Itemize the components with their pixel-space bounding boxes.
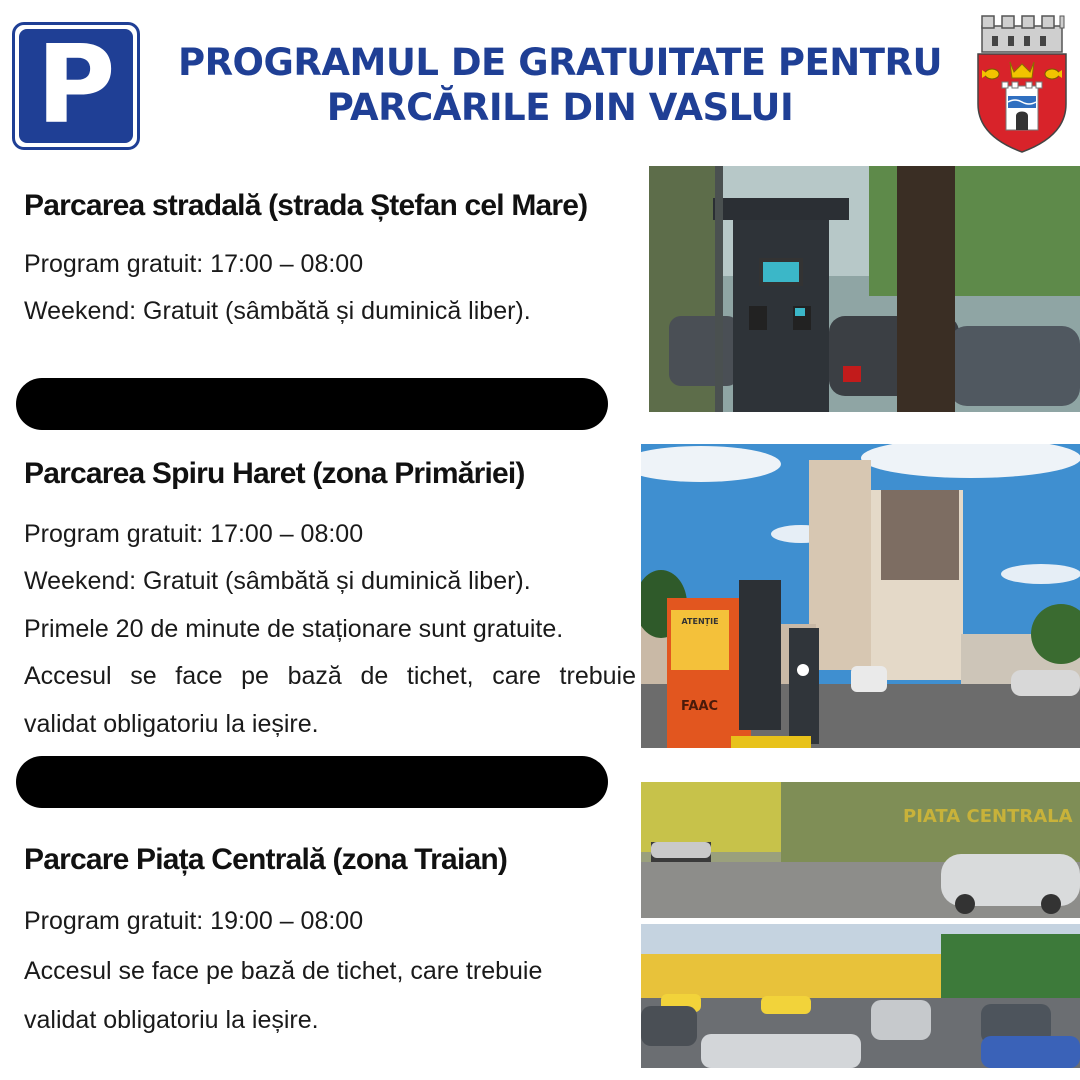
parking-sign-letter: P bbox=[36, 23, 116, 148]
section-title-stradala: Parcarea stradală (strada Ștefan cel Mare) bbox=[24, 189, 588, 222]
section-2-line-3: Primele 20 de minute de staționare sunt gratuite. bbox=[24, 615, 564, 643]
photo-parking-meter bbox=[649, 166, 1080, 412]
section-title-spiru-haret: Parcarea Spiru Haret (zona Primăriei) bbox=[24, 457, 525, 490]
section-1-line-2: Weekend: Gratuit (sâmbătă și duminică liber). bbox=[24, 297, 531, 325]
section-2-line-2: Weekend: Gratuit (sâmbătă și duminică liber). bbox=[24, 567, 531, 595]
section-3-line-2: Accesul se face pe bază de tichet, care trebuie bbox=[24, 957, 543, 985]
redaction-bar-1 bbox=[16, 378, 608, 430]
photo-market-entrance bbox=[641, 782, 1080, 918]
page-title-line-1: PROGRAMUL DE GRATUITATE PENTRU bbox=[177, 41, 943, 84]
section-3-line-1: Program gratuit: 19:00 – 08:00 bbox=[24, 907, 364, 935]
redaction-bar-2 bbox=[16, 756, 608, 808]
page-title bbox=[160, 40, 960, 130]
section-title-piata-centrala: Parcare Piața Centrală (zona Traian) bbox=[24, 843, 508, 876]
section-2-line-1: Program gratuit: 17:00 – 08:00 bbox=[24, 520, 364, 548]
gate-brand-text: FAAC bbox=[681, 699, 719, 714]
parking-sign-icon bbox=[12, 22, 140, 150]
photo-parking-gate bbox=[641, 444, 1080, 748]
vaslui-coat-of-arms-icon bbox=[972, 12, 1072, 154]
section-1-line-1: Program gratuit: 17:00 – 08:00 bbox=[24, 250, 364, 278]
section-2-line-5: validat obligatoriu la ieșire. bbox=[24, 710, 319, 738]
page-title-line-2: PARCĂRILE DIN VASLUI bbox=[326, 86, 794, 129]
section-3-line-3: validat obligatoriu la ieșire. bbox=[24, 1006, 319, 1034]
market-sign-text: PIATA CENTRALA bbox=[903, 806, 1073, 827]
section-2-line-4: Accesul se face pe bază de tichet, care trebuie bbox=[24, 662, 636, 690]
gate-warning-text: ATENȚIE bbox=[681, 617, 719, 626]
photo-market-parking-lot bbox=[641, 924, 1080, 1068]
parking-sign-panel bbox=[19, 23, 133, 148]
